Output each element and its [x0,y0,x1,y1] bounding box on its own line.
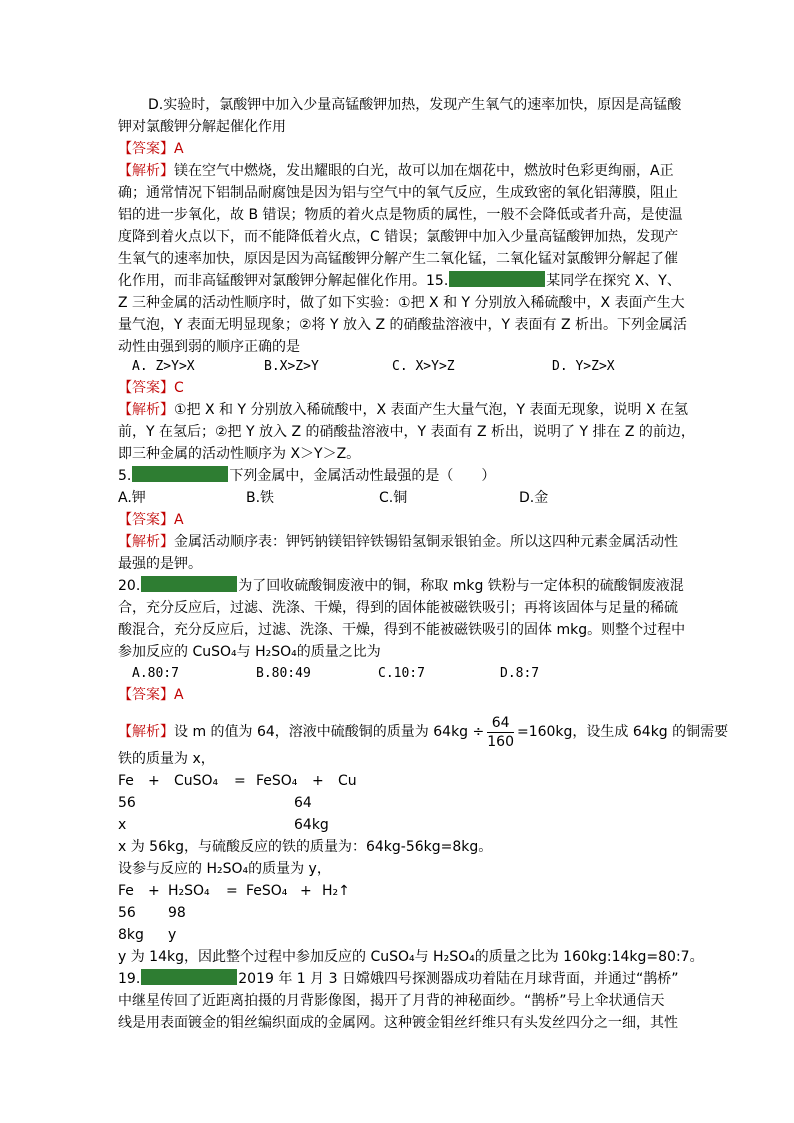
option-c: C. X>Y>Z [392,359,455,374]
analysis-label: 【解析】 [118,534,174,550]
equation-2 [118,880,350,902]
eq-term: + [148,883,160,899]
question-stem: 为了回收硫酸铜废液中的铜，称取 mkg 铁粉与一定体积的硫酸铜废液混 [238,578,684,594]
option-a: A. Z>Y>X [132,359,195,374]
answer-label: 【答案】 [118,141,174,157]
option-c: C.10:7 [378,666,425,681]
analysis-text: 镁在空气中燃烧，发出耀眼的白光，故可以加在烟花中，燃放时色彩更绚丽，A正 [174,163,674,179]
question-stem: 动性由强到弱的顺序正确的是 [118,339,300,355]
redaction-block [132,466,228,482]
eq-mass: 56 [118,905,136,921]
eq-term: = [226,883,238,899]
equation-1 [118,770,357,792]
analysis-text: 铁的质量为 x， [118,751,215,767]
answer-label: 【答案】 [118,512,174,528]
option-b: B.X>Z>Y [264,359,319,374]
question-stem: Z 三种金属的活动性顺序时，做了如下实验：①把 X 和 Y 分别放入稀硫酸中，X 表面产生大 [118,295,685,311]
equation-1-unknowns [118,814,329,836]
eq-term: + [300,883,312,899]
question-number: 19. [118,971,141,987]
redaction-block [449,271,545,287]
equation-2-masses [118,902,186,924]
eq-mass: 64kg [294,817,329,833]
analysis-line [118,399,688,421]
option-a: A.钾 [118,490,146,506]
option-d-text: D.实验时，氯酸钾中加入少量高锰酸钾加热，发现产生氧气的速率加快，原因是高锰酸 [148,97,682,113]
answer-line [118,684,184,706]
equation-1-masses [118,792,312,814]
options-row [118,487,548,509]
question-stem: 某同学在探究 X、Y、 [546,273,681,289]
options-row [132,663,539,685]
option-a: A.80:7 [132,666,179,681]
fraction [487,714,514,751]
option-c: C.铜 [379,490,408,506]
equation-2-unknowns [118,924,176,946]
option-d: D.金 [519,490,549,506]
options-row [132,356,615,378]
eq-term: + [148,773,160,789]
answer-line [118,138,184,160]
analysis-text: 化作用，而非高锰酸钾对氯酸钾分解起催化作用。 [118,273,426,289]
analysis-text: 确；通常情况下铝制品耐腐蚀是因为铝与空气中的氧气反应，生成致密的氧化铝薄膜，阻止 [118,185,678,201]
eq-mass: 64 [294,795,312,811]
question-stem: 线是用表面镀金的钼丝编织面成的金属网。这种镀金钼丝纤维只有头发丝四分之一细，其性 [118,1015,678,1031]
redaction-block [141,969,237,985]
eq-mass: 98 [168,905,186,921]
analysis-label: 【解析】 [118,163,174,179]
analysis-line [118,531,678,553]
analysis-q15-line [118,270,681,292]
question-stem: 中继星传回了近距离拍摄的月背影像图，揭开了月背的神秘面纱。“鹊桥”号上伞状通信天 [118,993,665,1009]
redaction-block [141,576,237,592]
eq-mass: 8kg [118,927,144,943]
analysis-line [118,160,674,182]
answer-value: A [174,141,184,157]
option-b: B.80:49 [256,666,311,681]
answer-line [118,509,184,531]
question-stem: 量气泡，Y 表面无明显现象；②将 Y 放入 Z 的硝酸盐溶液中，Y 表面有 Z 析出。下列金属活 [118,317,687,333]
analysis-text: 设参与反应的 H₂SO₄的质量为 y， [118,861,331,877]
answer-value: A [174,512,184,528]
analysis-text: 铝的进一步氧化，故 B 错误；物质的着火点是物质的属性，一般不会降低或者升高，是使温 [118,207,683,223]
analysis-text: 前，Y 在氢后；②把 Y 放入 Z 的硝酸盐溶液中，Y 表面有 Z 析出，说明了 Y 排在 Z 的前边， [118,424,695,440]
answer-label: 【答案】 [118,380,174,396]
analysis-label: 【解析】 [118,724,174,740]
answer-label: 【答案】 [118,687,174,703]
question-stem: 下列金属中，金属活动性最强的是（ ） [229,468,496,484]
question-5-line [118,465,495,487]
option-d: D. Y>Z>X [552,359,615,374]
eq-mass: 56 [118,795,136,811]
fraction-denominator: 160 [487,733,514,750]
answer-value: A [174,687,184,703]
analysis-text: ①把 X 和 Y 分别放入稀硫酸中，X 表面产生大量气泡，Y 表面无现象，说明 X 在氢 [174,402,689,418]
eq-term: H₂SO₄ [168,883,210,899]
analysis-label: 【解析】 [118,402,174,418]
question-19-line [118,968,678,990]
question-stem: 2019 年 1 月 3 日嫦娥四号探测器成功着陆在月球背面，并通过“鹊桥” [238,971,679,987]
eq-term: H₂↑ [322,883,350,899]
eq-term: FeSO₄ [246,883,288,899]
answer-line [118,377,184,399]
question-20-line [118,575,684,597]
option-d: D.8:7 [500,666,540,681]
eq-term: Fe [118,883,134,899]
question-stem: 合，充分反应后，过滤、洗涤、干燥，得到的固体能被磁铁吸引；再将该固体与足量的稀硫 [118,600,678,616]
analysis-text: y 为 14kg，因此整个过程中参加反应的 CuSO₄与 H₂SO₄的质量之比为 160kg:14kg=80:7。 [118,949,704,965]
eq-term: FeSO₄ [256,773,298,789]
analysis-text: 度降到着火点以下，而不能降低着火点，C 错误；氯酸钾中加入少量高锰酸钾加热，发现产 [118,229,679,245]
analysis-text: 设 m 的值为 64，溶液中硫酸铜的质量为 64kg ÷ [174,724,485,740]
answer-value: C [174,380,184,396]
eq-term: Cu [338,773,357,789]
question-number: 15. [426,273,449,289]
eq-mass: y [168,927,177,943]
eq-term: + [312,773,324,789]
question-stem: 参加反应的 CuSO₄与 H₂SO₄的质量之比为 [118,644,381,660]
analysis-text: 最强的是钾。 [118,556,202,572]
analysis-text: =160kg，设生成 64kg 的铜需要 [516,724,729,740]
fraction-numerator: 64 [487,714,514,733]
question-number: 20. [118,578,141,594]
question-stem: 酸混合，充分反应后，过滤、洗涤、干燥，得到不能被磁铁吸引的固体 mkg。则整个过程中 [118,622,686,638]
analysis-text: 金属活动顺序表：钾钙钠镁铝锌铁锡铅氢铜汞银铂金。所以这四种元素金属活动性 [174,534,678,550]
analysis-text: 生氧气的速率加快，原因是因为高锰酸钾分解产生二氧化锰，二氧化锰对氯酸钾分解起了催 [118,251,678,267]
eq-term: CuSO₄ [174,773,219,789]
analysis-text: 即三种金属的活动性顺序为 X＞Y＞Z。 [118,446,361,462]
eq-term: = [234,773,246,789]
option-d-text-cont: 钾对氯酸钾分解起催化作用 [118,119,286,135]
eq-term: Fe [118,773,134,789]
question-number: 5. [118,468,132,484]
option-b: B.铁 [246,490,275,506]
eq-mass: x [118,817,127,833]
analysis-text: x 为 56kg，与硫酸反应的铁的质量为：64kg-56kg=8kg。 [118,839,493,855]
analysis-line [118,712,728,752]
